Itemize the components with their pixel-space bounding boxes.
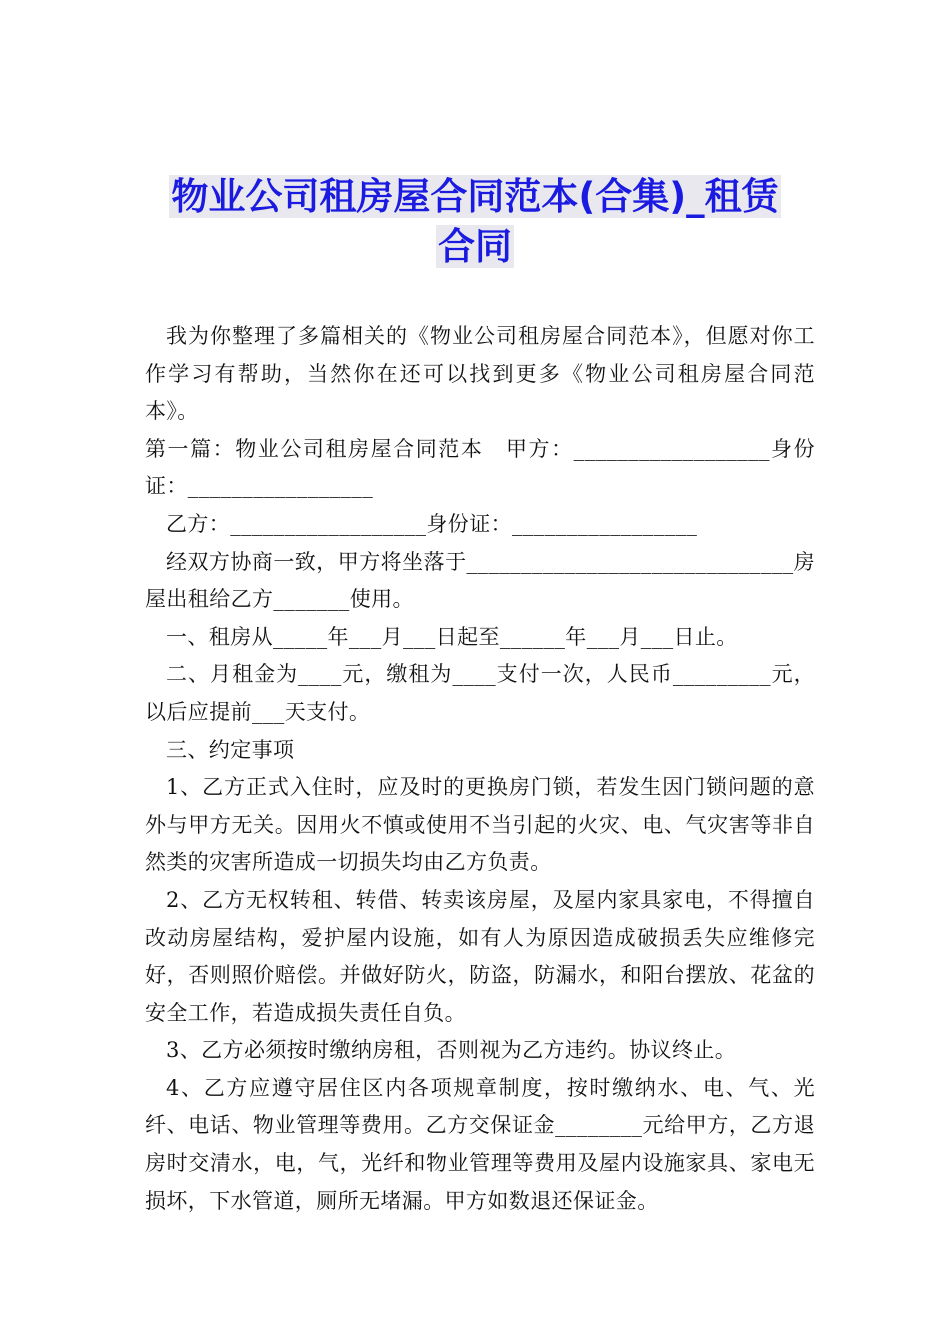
clause-4: 4、乙方应遵守居住区内各项规章制度，按时缴纳水、电、气、光纤、电话、物业管理等费用。乙方交保证金________元给甲方，乙方退房时交清水，电，气，光纤和物业管理等费用及屋内设施家具、家电无损坏，下水管道，厕所无堵漏。甲方如数退还保证金。 <box>145 1075 815 1213</box>
rental-period-clause: 一、租房从_____年___月___日起至______年___月___日止。 <box>166 624 738 649</box>
clause-2: 2、乙方无权转租、转借、转卖该房屋，及屋内家具家电，不得擅自改动房屋结构，爱护屋内设施，如有人为原因造成破损丢失应维修完好，否则照价赔偿。并做好防火，防盗，防漏水，和阳台摆放、花盆的安全工作，若造成损失责任自负。 <box>145 887 815 1025</box>
clause-3: 3、乙方必须按时缴纳房租，否则视为乙方违约。协议终止。 <box>166 1038 737 1063</box>
title-line-2: 合同 <box>438 225 512 268</box>
title-line-1: 物业公司租房屋合同范本(合集)_租赁 <box>171 175 779 218</box>
rent-payment-clause: 二、月租金为____元，缴租为____支付一次，人民币_________元，以后应提前___天支付。 <box>145 662 815 724</box>
property-location-paragraph: 经双方协商一致，甲方将坐落于______________________________房屋出租给乙方_______使用。 <box>145 549 815 612</box>
party-a-line: 第一篇：物业公司租房屋合同范本 甲方：__________________身份证：_________________ <box>145 436 815 499</box>
document-body <box>145 318 815 1220</box>
clause-1: 1、乙方正式入住时，应及时的更换房门锁，若发生因门锁问题的意外与甲方无关。因用火不慎或使用不当引起的火灾、电、气灾害等非自然类的灾害所造成一切损失均由乙方负责。 <box>145 775 815 875</box>
document-title <box>150 172 800 272</box>
party-b-line: 乙方：__________________身份证：_________________ <box>166 511 698 536</box>
intro-paragraph: 我为你整理了多篇相关的《物业公司租房屋合同范本》，但愿对你工作学习有帮助，当然你在还可以找到更多《物业公司租房屋合同范本》。 <box>145 324 815 424</box>
agreed-matters-heading: 三、约定事项 <box>166 737 295 762</box>
